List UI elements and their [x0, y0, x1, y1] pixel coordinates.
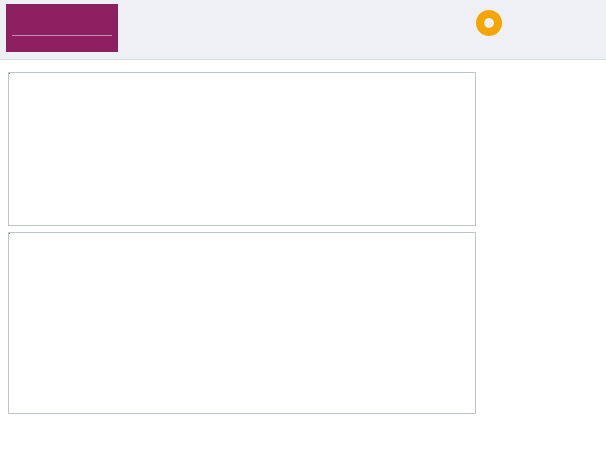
bottom-chart-plot-area [9, 233, 10, 234]
side-caption [488, 165, 600, 226]
chart-panel-patient-suicide-numbers [8, 72, 476, 226]
hqip-circle-icon [476, 10, 502, 36]
top-chart-plot-area [9, 73, 10, 74]
university-of-manchester-logo [6, 4, 118, 52]
chart-panel-suicide-rates [8, 232, 476, 414]
hqip-logo [476, 6, 596, 52]
slide-header [0, 0, 606, 60]
uom-logo-divider [12, 35, 112, 36]
